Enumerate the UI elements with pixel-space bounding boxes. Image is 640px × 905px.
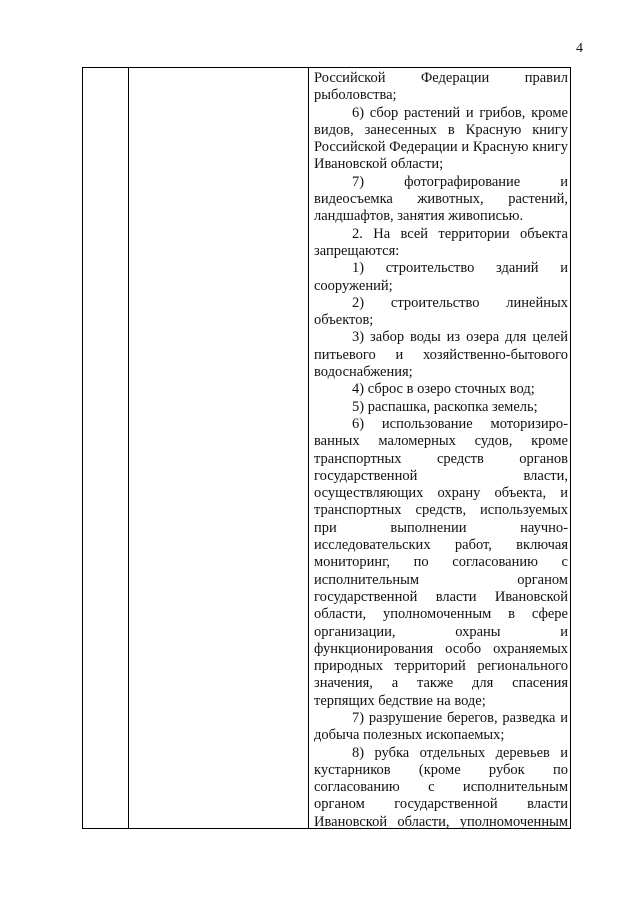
paragraph: 8) рубка отдельных деревьев и кустарников (кроме рубок по согласованию с исполнительным органом государственной власти Ивановской области, уполномоченным	[314, 744, 568, 830]
column-divider	[128, 68, 129, 828]
paragraph: 2) строительство линейных объектов;	[314, 294, 568, 329]
paragraph: 4) сброс в озеро сточных вод;	[352, 381, 535, 398]
paragraph: 7) фотографирование и видеосъемка животных, растений, ландшафтов, занятия живописью.	[314, 173, 568, 225]
paragraph: Российской Федерации правил рыболовства;	[314, 70, 568, 104]
column-divider	[308, 68, 309, 828]
paragraph: 2. На всей территории объекта запрещаются:	[314, 225, 568, 259]
paragraph: 6) сбор растений и грибов, кроме видов, занесенных в Красную книгу Российской Федерации и Красную книгу Ивановской области;	[314, 104, 568, 173]
regulation-table	[82, 67, 571, 829]
restrictions-cell	[314, 70, 568, 831]
paragraph: 1) строительство зданий и сооружений;	[314, 260, 568, 294]
paragraph: 6) использование моторизиро-ванных маломерных судов, кроме транспортных средств органов государственной власти, осуществляющих охрану объекта, и транспортных средств, используемых при выполнении научно-исследовательских работ, включая мониторинг, по согласованию с исполнительным органом государственной власти Ивановской области, уполномоченным в сфере организации, охраны и функционирования особо охраняемых природных территорий регионального значения, а также для спасения терпящих бедствие на воде;	[314, 415, 568, 709]
paragraph: 3) забор воды из озера для целей питьевого и хозяйственно-бытового водоснабжения;	[314, 329, 568, 381]
page-number: 4	[576, 41, 583, 56]
paragraph: 7) разрушение берегов, разведка и добыча полезных ископаемых;	[314, 709, 568, 744]
paragraph: 5) распашка, раскопка земель;	[352, 398, 538, 415]
